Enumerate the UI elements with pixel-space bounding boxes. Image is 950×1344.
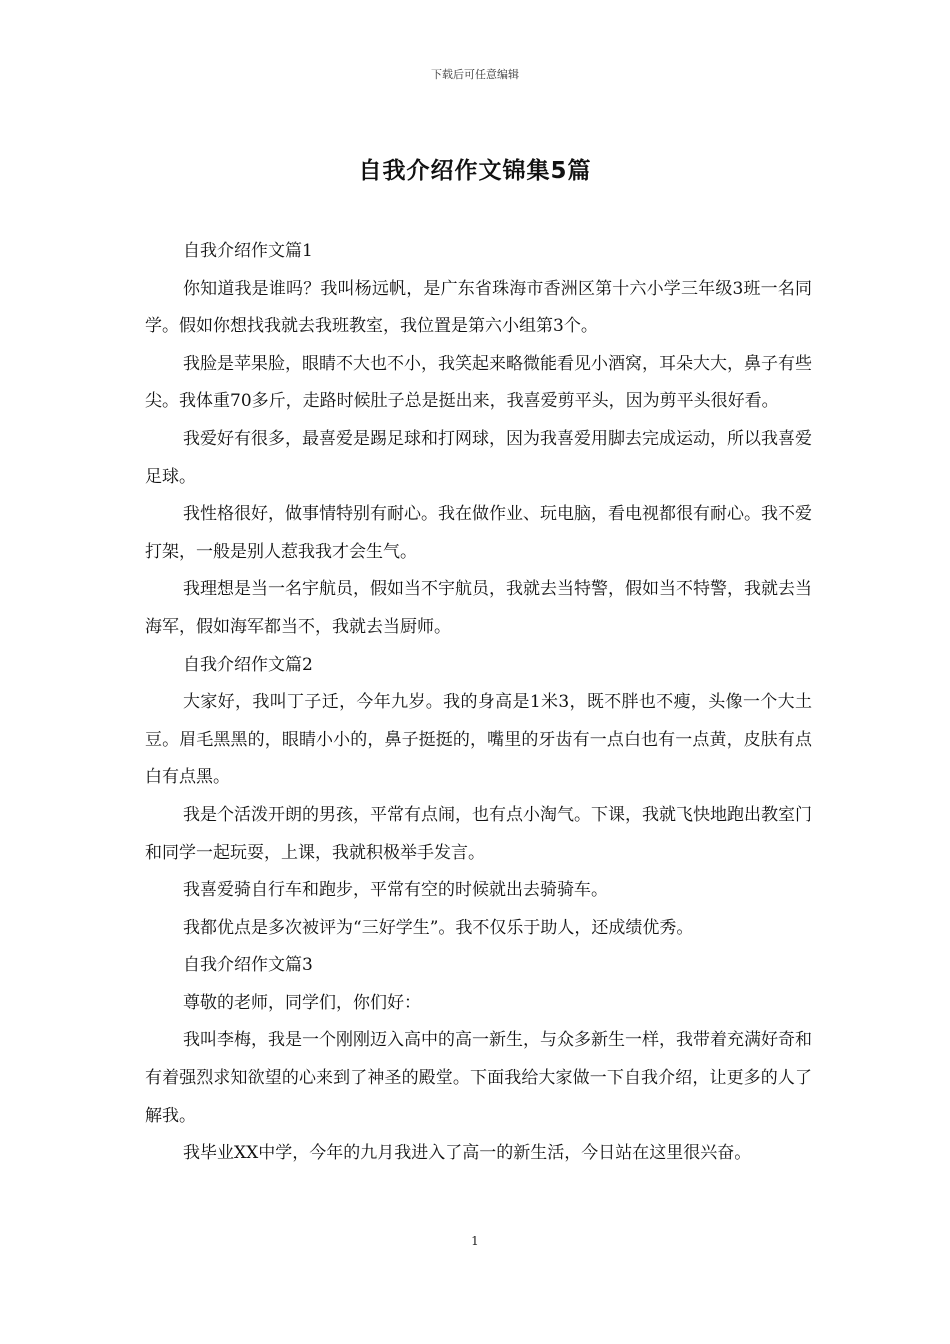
paragraph: 我都优点是多次被评为“三好学生”。我不仅乐于助人，还成绩优秀。: [183, 917, 694, 938]
section-heading: 自我介绍作文篇2: [183, 654, 313, 675]
paragraph: 我理想是当一名宇航员，假如当不宇航员，我就去当特警，假如当不特警，我就去当海军，假如海军都当不，我就去当厨师。: [145, 579, 812, 637]
section-heading: 自我介绍作文篇1: [183, 241, 313, 261]
paragraph: 我脸是苹果脸，眼睛不大也不小，我笑起来略微能看见小酒窝，耳朵大大，鼻子有些尖。我体重70多斤，走路时候肚子总是挺出来，我喜爱剪平头，因为剪平头很好看。: [145, 353, 812, 412]
paragraph: 我爱好有很多，最喜爱是踢足球和打网球，因为我喜爱用脚去完成运动，所以我喜爱足球。: [145, 428, 812, 487]
section-heading: 自我介绍作文篇3: [183, 955, 313, 976]
paragraph: 我性格很好，做事情特别有耐心。我在做作业、玩电脑，看电视都很有耐心。我不爱打架，一般是别人惹我我才会生气。: [145, 504, 812, 562]
paragraph: 我叫李梅，我是一个刚刚迈入高中的高一新生，与众多新生一样，我带着充满好奇和有着强烈求知欲望的心来到了神圣的殿堂。下面我给大家做一下自我介绍，让更多的人了解我。: [145, 1030, 812, 1126]
document-body: [145, 233, 812, 1173]
paragraph: 我喜爱骑自行车和跑步，平常有空的时候就出去骑骑车。: [183, 880, 608, 901]
document-title: 自我介绍作文锦集5篇: [358, 158, 592, 184]
paragraph: 尊敬的老师，同学们，你们好：: [183, 992, 421, 1013]
header-note: 下载后可任意编辑: [431, 68, 519, 81]
paragraph: 我毕业XX中学，今年的九月我进入了高一的新生活，今日站在这里很兴奋。: [183, 1143, 752, 1164]
paragraph: 你知道我是谁吗？我叫杨远帆，是广东省珠海市香洲区第十六小学三年级3班一名同学。假如你想找我就去我班教室，我位置是第六小组第3个。: [145, 278, 812, 337]
paragraph: 我是个活泼开朗的男孩，平常有点闹，也有点小淘气。下课，我就飞快地跑出教室门和同学一起玩耍，上课，我就积极举手发言。: [145, 804, 812, 863]
paragraph: 大家好，我叫丁子迁，今年九岁。我的身高是1米3，既不胖也不瘦，头像一个大土豆。眉毛黑黑的，眼睛小小的，鼻子挺挺的，嘴里的牙齿有一点白也有一点黄，皮肤有点白有点黑。: [145, 692, 812, 788]
page-number: 1: [471, 1234, 479, 1248]
